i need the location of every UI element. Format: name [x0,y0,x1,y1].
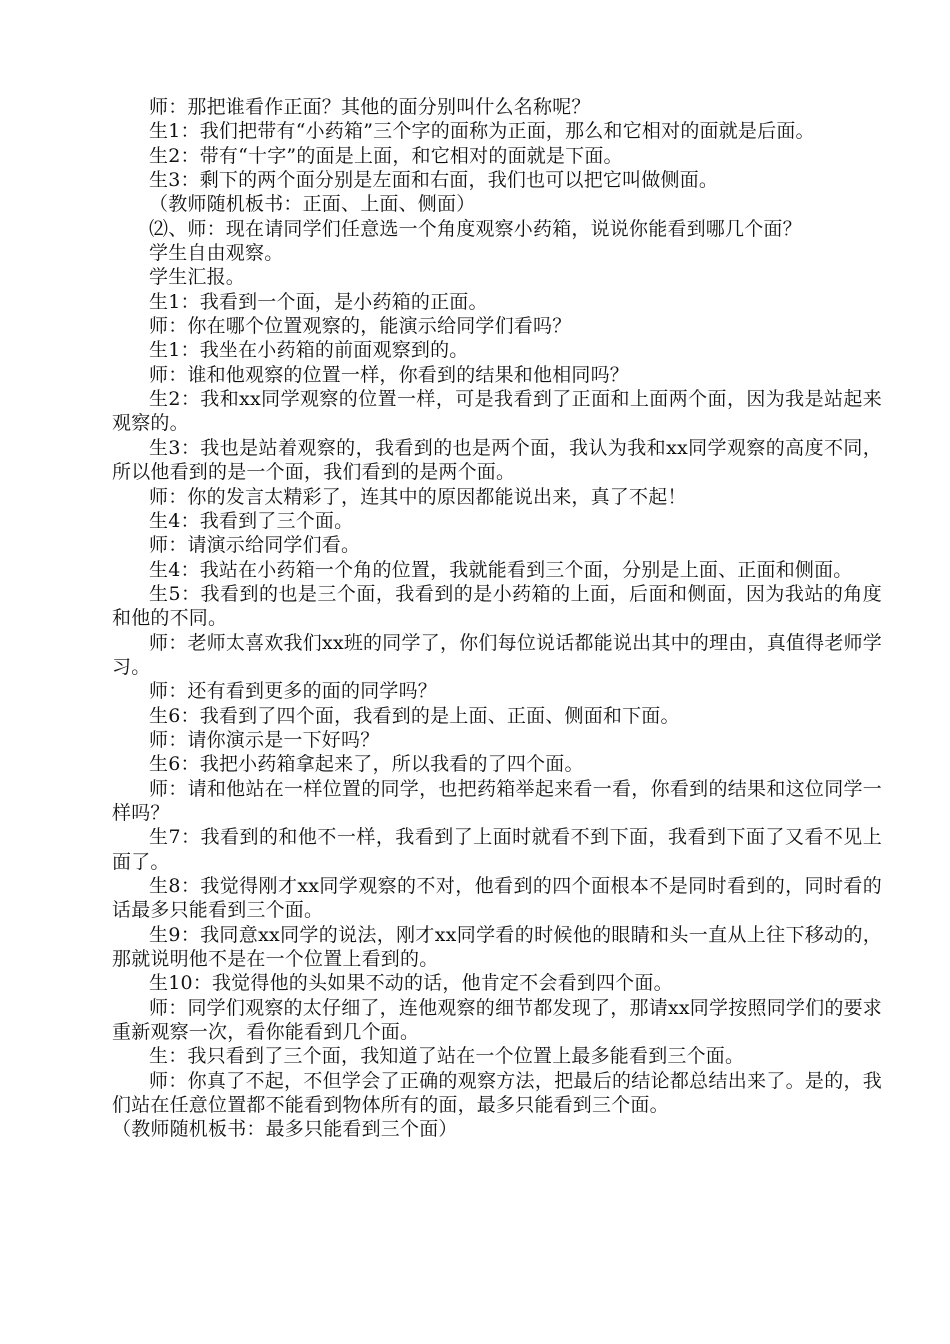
paragraph: 生1：我们把带有“小药箱”三个字的面称为正面，那么和它相对的面就是后面。 [149,120,815,143]
paragraph: 生10：我觉得他的头如果不动的话，他肯定不会看到四个面。 [149,972,673,995]
paragraph: 生：我只看到了三个面，我知道了站在一个位置上最多能看到三个面。 [149,1045,745,1068]
paragraph: 师：请演示给同学们看。 [149,534,361,557]
paragraph: ⑵、师：现在请同学们任意选一个角度观察小药箱，说说你能看到哪几个面？ [149,217,802,240]
paragraph: （教师随机板书：正面、上面、侧面） [149,193,476,216]
paragraph: 生1：我坐在小药箱的前面观察到的。 [149,339,469,362]
paragraph: 师：那把谁看作正面？其他的面分别叫什么名称呢？ [149,96,591,118]
paragraph: 生5：我看到的也是三个面，我看到的是小药箱的上面，后面和侧面，因为我站的角度和他的不同。 [112,582,882,630]
paragraph: 学生自由观察。 [149,242,284,265]
paragraph: 师：请你演示是一下好吗？ [149,728,380,751]
paragraph: 师：谁和他观察的位置一样，你看到的结果和他相同吗？ [149,363,630,386]
paragraph: 生3：剩下的两个面分别是左面和右面，我们也可以把它叫做侧面。 [149,169,719,192]
paragraph: 生3：我也是站着观察的，我看到的也是两个面，我认为我和xx同学观察的高度不同，所以他看到的是一个面，我们看到的是两个面。 [112,436,882,484]
paragraph: 生4：我看到了三个面。 [149,509,354,532]
paragraph: 生8：我觉得刚才xx同学观察的不对，他看到的四个面根本不是同时看到的，同时看的话最多只能看到三个面。 [112,875,882,922]
paragraph: 生7：我看到的和他不一样，我看到了上面时就看不到下面，我看到下面了又看不见上面了。 [112,826,882,873]
paragraph: 生6：我看到了四个面，我看到的是上面、正面、侧面和下面。 [149,704,680,727]
paragraph: 生2：带有“十字”的面是上面，和它相对的面就是下面。 [149,144,623,167]
paragraph: 生6：我把小药箱拿起来了，所以我看的了四个面。 [149,753,584,776]
paragraph: 学生汇报。 [149,266,246,289]
paragraph: 师：请和他站在一样位置的同学，也把药箱举起来看一看，你看到的结果和这位同学一样吗？ [112,777,882,824]
document-body [112,95,882,1142]
paragraph: 生1：我看到一个面，是小药箱的正面。 [149,290,488,313]
paragraph: 师：同学们观察的太仔细了，连他观察的细节都发现了，那请xx同学按照同学们的要求重新观察一次，看你能看到几个面。 [112,996,882,1044]
paragraph: （教师随机板书：最多只能看到三个面） [112,1118,458,1141]
paragraph: 师：还有看到更多的面的同学吗？ [149,680,438,703]
paragraph: 师：你真了不起，不但学会了正确的观察方法，把最后的结论都总结出来了。是的，我们站在任意位置都不能看到物体所有的面，最多只能看到三个面。 [112,1069,882,1117]
paragraph: 师：你的发言太精彩了，连其中的原因都能说出来，真了不起！ [149,485,687,508]
paragraph: 师：你在哪个位置观察的，能演示给同学们看吗？ [149,315,572,338]
paragraph: 生2：我和xx同学观察的位置一样，可是我看到了正面和上面两个面，因为我是站起来观察的。 [112,388,882,435]
paragraph: 师：老师太喜欢我们xx班的同学了，你们每位说话都能说出其中的理由，真值得老师学习。 [112,631,882,678]
paragraph: 生9：我同意xx同学的说法，刚才xx同学看的时候他的眼睛和头一直从上往下移动的，那就说明他不是在一个位置上看到的。 [112,923,882,971]
paragraph: 生4：我站在小药箱一个角的位置，我就能看到三个面，分别是上面、正面和侧面。 [149,558,853,581]
